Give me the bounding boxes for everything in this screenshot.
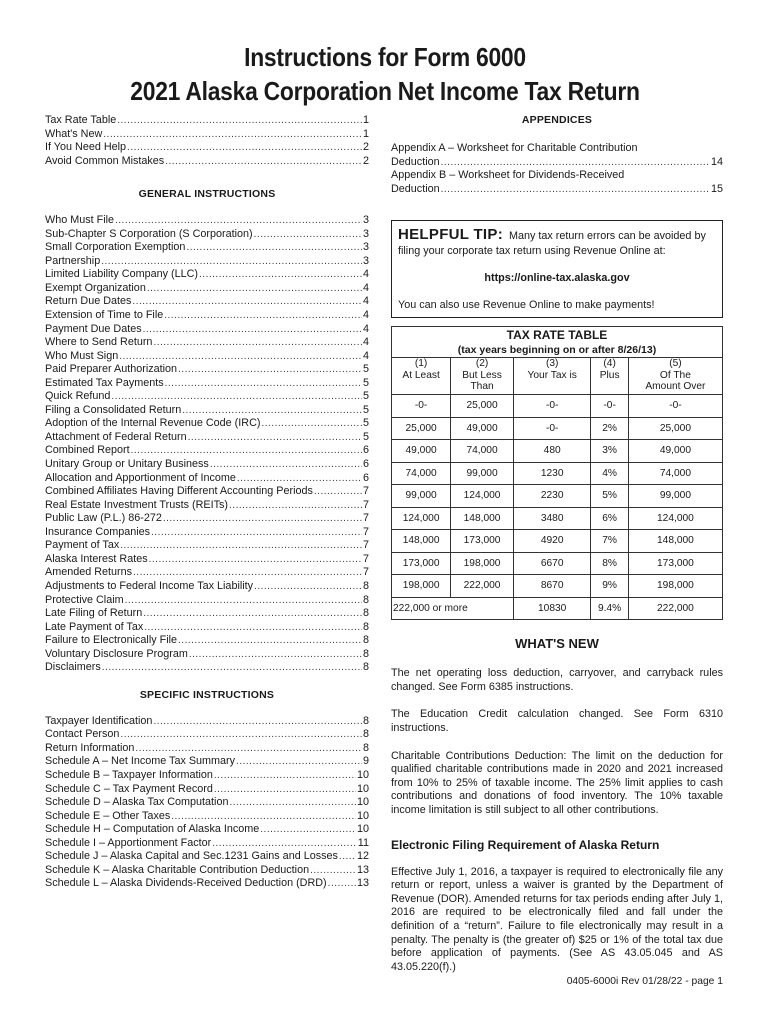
table-cell: 4920 bbox=[513, 530, 591, 553]
toc-entry[interactable]: Schedule H – Computation of Alaska Income ..... 10 bbox=[45, 823, 369, 837]
appendix-a-entry[interactable]: Deduction ..... 14 bbox=[391, 156, 723, 170]
toc-entry[interactable]: Schedule B – Taxpayer Information ..... 10 bbox=[45, 769, 369, 783]
tax-table-title: TAX RATE TABLE bbox=[392, 327, 723, 344]
appendices-list bbox=[391, 142, 723, 196]
table-cell: 99,000 bbox=[392, 485, 451, 508]
toc-entry[interactable]: Small Corporation Exemption ..... 3 bbox=[45, 241, 369, 255]
toc-entry[interactable]: Estimated Tax Payments ..... 5 bbox=[45, 377, 369, 391]
whats-new-paragraph-3: Charitable Contributions Deduction: The limit on the deduction for qualified charitable contributions made in 2020 and 2021 increased from 10% to 25% of taxable income. The 25% limit applies to cash contributions and donations of food inventory. The 10% taxable income limitation is still subject to all other contributions. bbox=[391, 749, 723, 816]
toc-entry[interactable]: Real Estate Investment Trusts (REITs) ..... 7 bbox=[45, 499, 369, 513]
table-cell: 198,000 bbox=[628, 575, 722, 598]
toc-entry[interactable]: Quick Refund ..... 5 bbox=[45, 390, 369, 404]
table-cell: 3480 bbox=[513, 507, 591, 530]
table-cell: 25,000 bbox=[628, 417, 722, 440]
table-cell: -0- bbox=[392, 395, 451, 418]
document-title bbox=[46, 40, 724, 108]
table-row bbox=[392, 417, 723, 440]
table-row bbox=[392, 462, 723, 485]
toc-entry[interactable]: Protective Claim ..... 8 bbox=[45, 594, 369, 608]
table-cell: 148,000 bbox=[628, 530, 722, 553]
appendix-b-title: Appendix B – Worksheet for Dividends-Received bbox=[391, 169, 625, 182]
table-cell: 480 bbox=[513, 440, 591, 463]
toc-entry[interactable]: Tax Rate Table ..... 1 bbox=[45, 114, 369, 128]
table-cell: 10830 bbox=[513, 597, 591, 620]
table-cell: 74,000 bbox=[392, 462, 451, 485]
toc-entry[interactable]: Limited Liability Company (LLC) ..... 4 bbox=[45, 268, 369, 282]
toc-entry[interactable]: Schedule E – Other Taxes ..... 10 bbox=[45, 810, 369, 824]
table-cell: 2% bbox=[591, 417, 628, 440]
appendix-b-entry[interactable]: Deduction ..... 15 bbox=[391, 183, 723, 197]
toc-entry[interactable]: Schedule A – Net Income Tax Summary ..... 9 bbox=[45, 755, 369, 769]
table-header-cell: (3) Your Tax is bbox=[513, 358, 591, 395]
toc-entry[interactable]: Unitary Group or Unitary Business ..... 6 bbox=[45, 458, 369, 472]
helpful-tip-note: You can also use Revenue Online to make payments! bbox=[398, 299, 655, 312]
toc-entry[interactable]: Sub-Chapter S Corporation (S Corporation) ..... 3 bbox=[45, 228, 369, 242]
title-line-2: 2021 Alaska Corporation Net Income Tax Return bbox=[130, 76, 640, 106]
toc-entry[interactable]: Where to Send Return ..... 4 bbox=[45, 336, 369, 350]
toc-entry[interactable]: Voluntary Disclosure Program ..... 8 bbox=[45, 648, 369, 662]
title-line-1: Instructions for Form 6000 bbox=[244, 42, 526, 72]
toc-entry[interactable]: Combined Report ..... 6 bbox=[45, 444, 369, 458]
table-cell: 222,000 or more bbox=[392, 597, 514, 620]
toc-entry[interactable]: Schedule C – Tax Payment Record ..... 10 bbox=[45, 783, 369, 797]
table-row bbox=[392, 530, 723, 553]
toc-general-list bbox=[45, 214, 369, 675]
general-instructions-heading: GENERAL INSTRUCTIONS bbox=[138, 188, 276, 201]
toc-entry[interactable]: Return Information ..... 8 bbox=[45, 742, 369, 756]
toc-entry[interactable]: Adoption of the Internal Revenue Code (IRC) ..... 5 bbox=[45, 417, 369, 431]
specific-instructions-heading: SPECIFIC INSTRUCTIONS bbox=[139, 688, 275, 701]
table-cell: 173,000 bbox=[628, 552, 722, 575]
toc-entry[interactable]: Paid Preparer Authorization ..... 5 bbox=[45, 363, 369, 377]
toc-entry[interactable]: Attachment of Federal Return ..... 5 bbox=[45, 431, 369, 445]
whats-new-heading: WHAT'S NEW bbox=[515, 636, 599, 652]
table-row bbox=[392, 597, 723, 620]
table-of-contents bbox=[45, 114, 369, 891]
table-cell: 173,000 bbox=[451, 530, 514, 553]
table-cell: 222,000 bbox=[451, 575, 514, 598]
table-cell: 74,000 bbox=[451, 440, 514, 463]
toc-entry[interactable]: Insurance Companies ..... 7 bbox=[45, 526, 369, 540]
toc-entry[interactable]: Late Payment of Tax ..... 8 bbox=[45, 621, 369, 635]
table-cell: 124,000 bbox=[451, 485, 514, 508]
table-cell: 3% bbox=[591, 440, 628, 463]
table-cell: 5% bbox=[591, 485, 628, 508]
table-cell: 25,000 bbox=[451, 395, 514, 418]
table-cell: 74,000 bbox=[628, 462, 722, 485]
helpful-tip-label: HELPFUL TIP: bbox=[398, 226, 503, 244]
table-cell: 198,000 bbox=[392, 575, 451, 598]
toc-entry[interactable]: Schedule I – Apportionment Factor ..... 11 bbox=[45, 837, 369, 851]
tax-table-header-row bbox=[392, 358, 723, 395]
table-row bbox=[392, 507, 723, 530]
table-cell: -0- bbox=[513, 395, 591, 418]
table-cell: 49,000 bbox=[392, 440, 451, 463]
table-cell: 25,000 bbox=[392, 417, 451, 440]
tax-table-body bbox=[392, 395, 723, 598]
table-cell: -0- bbox=[628, 395, 722, 418]
table-header-cell: (1) At Least bbox=[392, 358, 451, 395]
table-cell: 9% bbox=[591, 575, 628, 598]
toc-entry[interactable]: Schedule J – Alaska Capital and Sec.1231 Gains and Losses ..... 12 bbox=[45, 850, 369, 864]
table-cell: 7% bbox=[591, 530, 628, 553]
whats-new-paragraph-1: The net operating loss deduction, carryover, and carryback rules changed. See Form 6385 instructions. bbox=[391, 667, 723, 693]
table-cell: 49,000 bbox=[451, 417, 514, 440]
toc-entry[interactable]: Contact Person ..... 8 bbox=[45, 728, 369, 742]
revenue-online-link[interactable]: https://online-tax.alaska.gov bbox=[484, 272, 630, 285]
table-cell: -0- bbox=[591, 395, 628, 418]
toc-entry[interactable]: If You Need Help ..... 2 bbox=[45, 141, 369, 155]
table-cell: 99,000 bbox=[628, 485, 722, 508]
toc-entry[interactable]: Allocation and Apportionment of Income ..... 6 bbox=[45, 472, 369, 486]
table-cell: 2230 bbox=[513, 485, 591, 508]
toc-entry[interactable]: Who Must File ..... 3 bbox=[45, 214, 369, 228]
table-cell: 222,000 bbox=[628, 597, 722, 620]
table-header-cell: (2) But Less Than bbox=[451, 358, 514, 395]
toc-entry[interactable]: What's New ..... 1 bbox=[45, 128, 369, 142]
toc-entry[interactable]: Payment Due Dates ..... 4 bbox=[45, 323, 369, 337]
toc-entry[interactable]: Adjustments to Federal Income Tax Liability ..... 8 bbox=[45, 580, 369, 594]
toc-entry[interactable]: Schedule L – Alaska Dividends-Received Deduction (DRD) ..... 13 bbox=[45, 877, 369, 891]
table-cell: 148,000 bbox=[392, 530, 451, 553]
toc-entry[interactable]: Schedule D – Alaska Tax Computation ..... 10 bbox=[45, 796, 369, 810]
table-cell: 8670 bbox=[513, 575, 591, 598]
table-cell: 4% bbox=[591, 462, 628, 485]
table-cell: 173,000 bbox=[392, 552, 451, 575]
table-cell: 124,000 bbox=[392, 507, 451, 530]
toc-top-list bbox=[45, 114, 369, 168]
table-row bbox=[392, 440, 723, 463]
toc-specific-list bbox=[45, 715, 369, 891]
table-row bbox=[392, 485, 723, 508]
tax-rate-table bbox=[391, 326, 723, 620]
toc-entry[interactable]: Filing a Consolidated Return ..... 5 bbox=[45, 404, 369, 418]
toc-entry[interactable]: Avoid Common Mistakes ..... 2 bbox=[45, 155, 369, 169]
table-row bbox=[392, 575, 723, 598]
toc-entry[interactable]: Schedule K – Alaska Charitable Contribution Deduction ..... 13 bbox=[45, 864, 369, 878]
page-footer: 0405-6000i Rev 01/28/22 - page 1 bbox=[566, 976, 723, 987]
appendix-a-title: Appendix A – Worksheet for Charitable Contribution bbox=[391, 142, 638, 154]
efile-paragraph: Effective July 1, 2016, a taxpayer is required to electronically file any return or report, unless a waiver is granted by the Department of Revenue (DOR). Amended returns for tax periods ending after July 1, 2016 are required to be electronically filed and fall under the definition of a “return”. Failure to file electronically may result in a penalty. The penalty is (the greater of) $25 or 1% of the total tax due before application of payments. (See AS 43.05.045 and AS 43.05.220(f).) bbox=[391, 865, 723, 973]
table-cell: 99,000 bbox=[451, 462, 514, 485]
toc-entry[interactable]: Payment of Tax ..... 7 bbox=[45, 539, 369, 553]
table-cell: 49,000 bbox=[628, 440, 722, 463]
table-cell: 6670 bbox=[513, 552, 591, 575]
toc-entry[interactable]: Late Filing of Return ..... 8 bbox=[45, 607, 369, 621]
toc-entry[interactable]: Extension of Time to File ..... 4 bbox=[45, 309, 369, 323]
toc-entry[interactable]: Return Due Dates ..... 4 bbox=[45, 295, 369, 309]
table-row bbox=[392, 552, 723, 575]
toc-entry[interactable]: Partnership ..... 3 bbox=[45, 255, 369, 269]
table-cell: 124,000 bbox=[628, 507, 722, 530]
efile-heading: Electronic Filing Requirement of Alaska Return bbox=[391, 837, 660, 852]
whats-new-paragraph-2: The Education Credit calculation changed. See Form 6310 instructions. bbox=[391, 708, 723, 734]
toc-entry[interactable]: Combined Affiliates Having Different Accounting Periods ..... 7 bbox=[45, 485, 369, 499]
toc-entry[interactable]: Disclaimers ..... 8 bbox=[45, 661, 369, 675]
table-cell: 198,000 bbox=[451, 552, 514, 575]
table-row bbox=[392, 395, 723, 418]
toc-entry[interactable]: Exempt Organization ..... 4 bbox=[45, 282, 369, 296]
toc-entry[interactable]: Who Must Sign ..... 4 bbox=[45, 350, 369, 364]
table-cell: 8% bbox=[591, 552, 628, 575]
table-cell: 1230 bbox=[513, 462, 591, 485]
table-cell: 9.4% bbox=[591, 597, 628, 620]
helpful-tip-box bbox=[391, 220, 723, 318]
table-cell: 148,000 bbox=[451, 507, 514, 530]
tax-table-subtitle: (tax years beginning on or after 8/26/13) bbox=[392, 343, 723, 358]
table-cell: 6% bbox=[591, 507, 628, 530]
toc-entry[interactable]: Failure to Electronically File ..... 8 bbox=[45, 634, 369, 648]
toc-entry[interactable]: Alaska Interest Rates ..... 7 bbox=[45, 553, 369, 567]
toc-entry[interactable]: Taxpayer Identification ..... 8 bbox=[45, 715, 369, 729]
table-cell: -0- bbox=[513, 417, 591, 440]
appendices-heading: APPENDICES bbox=[521, 114, 593, 126]
helpful-tip-text: Many tax return errors can be avoided by filing your corporate tax return using Revenue Online at: bbox=[398, 230, 706, 258]
right-column bbox=[391, 114, 723, 974]
toc-entry[interactable]: Public Law (P.L.) 86-272 ..... 7 bbox=[45, 512, 369, 526]
table-header-cell: (4) Plus bbox=[591, 358, 628, 395]
toc-entry[interactable]: Amended Returns ..... 7 bbox=[45, 566, 369, 580]
table-header-cell: (5) Of The Amount Over bbox=[628, 358, 722, 395]
